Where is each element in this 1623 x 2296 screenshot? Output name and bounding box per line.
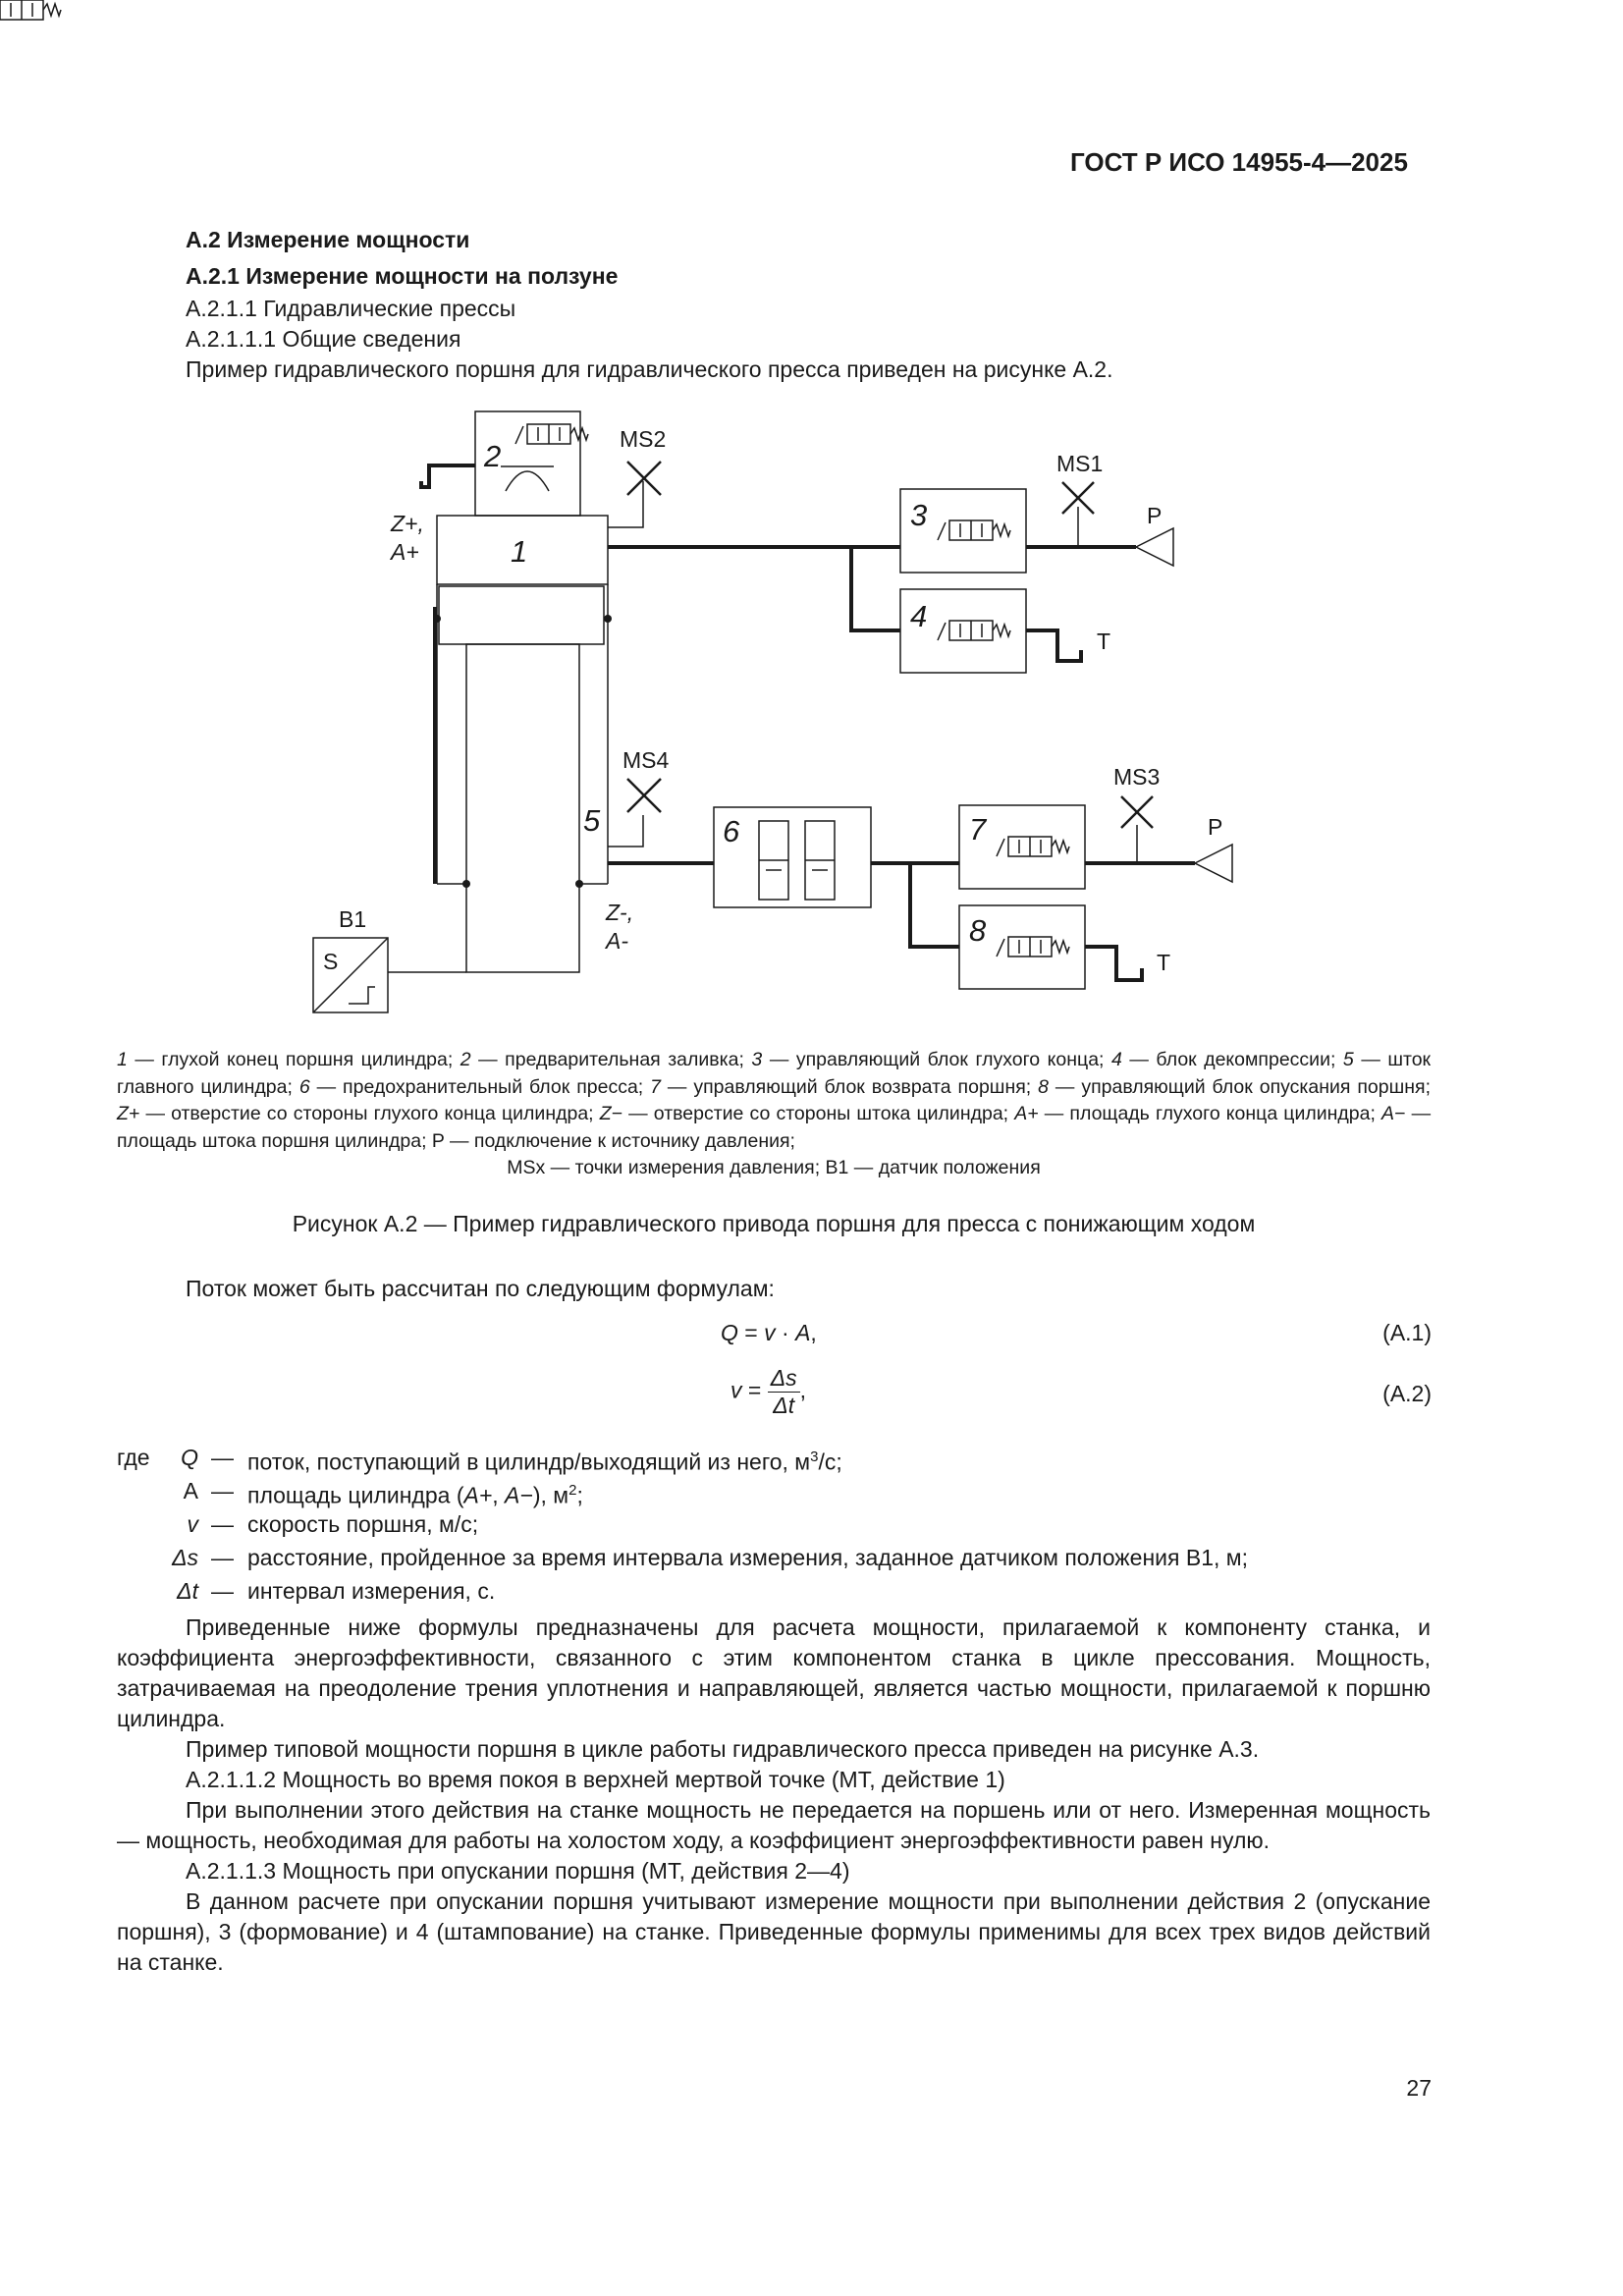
label-aplus: A+: [391, 539, 419, 565]
label-ms1: MS1: [1056, 451, 1104, 476]
page-number: 27: [1406, 2075, 1432, 2101]
equation-number-a2: (А.2): [1382, 1381, 1432, 1406]
legend-item: — предварительная заливка;: [478, 1049, 744, 1070]
legend-item: — глухой конец поршня цилиндра;: [135, 1049, 454, 1070]
legend-symbol: Z−: [599, 1103, 623, 1124]
where-symbol-dt: Δt: [177, 1578, 198, 1604]
eq1-equals: =: [737, 1320, 765, 1345]
label-p-bottom: P: [1208, 814, 1223, 840]
eq2-fraction: [768, 1365, 800, 1419]
label-b1: B1: [339, 906, 367, 932]
eq1-v: v: [764, 1320, 776, 1345]
legend-item: — управляющий блок глухого конца;: [769, 1049, 1105, 1070]
eq2-numerator: Δs: [768, 1365, 800, 1393]
legend-item: — отверстие со стороны глухого конца цилиндра;: [145, 1103, 594, 1124]
label-ms2: MS2: [620, 426, 667, 452]
label-7: 7: [969, 812, 987, 847]
legend-symbol: 5: [1342, 1049, 1354, 1070]
where-symbol-q: Q: [181, 1445, 198, 1470]
where-symbol-ds: Δs: [172, 1545, 198, 1570]
intro-paragraph: Пример гидравлического поршня для гидравлического пресса приведен на рисунке А.2.: [186, 356, 1113, 382]
legend-item: — отверстие со стороны штока цилиндра;: [628, 1103, 1009, 1124]
section-heading-a2: А.2 Измерение мощности: [186, 227, 470, 252]
figure-caption: Рисунок А.2 — Пример гидравлического привода поршня для пресса с понижающим ходом: [292, 1211, 1256, 1236]
label-t-bottom: T: [1157, 950, 1171, 975]
label-4: 4: [910, 599, 928, 633]
paragraph-lowering: В данном расчете при опускании поршня учитывают измерение мощности при выполнении действия 2 (опускание поршня), 3 (формование) и 4 (штампование) на станке. Приведенные формулы применимы для всех трех видов действий на станке.: [117, 1888, 1431, 1975]
where-def-q: поток, поступающий в цилиндр/выходящий из него, $м^3/с$;: [247, 1449, 842, 1475]
where-symbol-v: v: [187, 1511, 198, 1537]
legend-item: — шток главного цилиндра;: [117, 1049, 1432, 1098]
where-def-dt: интервал измерения, с.: [247, 1578, 496, 1604]
pressure-source-top: [1136, 528, 1173, 566]
legend-symbol: A−: [1381, 1103, 1406, 1124]
legend-item: — управляющий блок опускания поршня;: [1055, 1075, 1431, 1098]
legend-symbol: 2: [460, 1049, 471, 1070]
legend-symbol: 7: [650, 1075, 661, 1098]
label-ms4: MS4: [622, 747, 670, 773]
section-heading-a21112: А.2.1.1.2 Мощность во время покоя в верхней мертвой точке (МТ, действие 1): [186, 1767, 1005, 1792]
label-2: 2: [484, 439, 502, 473]
label-zminus: Z-,: [606, 900, 634, 925]
equation-number-a1: (А.1): [1382, 1320, 1432, 1345]
where-symbol-a: A: [183, 1478, 198, 1503]
label-aminus: A-: [606, 928, 628, 954]
where-dash: —: [211, 1445, 234, 1470]
where-block: [0, 1441, 1623, 1617]
paragraph-figure-a3: Пример типовой мощности поршня в цикле работы гидравлического пресса приведен на рисунке А.3.: [186, 1736, 1260, 1762]
eq1-comma: ,: [810, 1320, 817, 1345]
where-word: где: [117, 1445, 150, 1470]
equation-a2: [730, 1365, 806, 1419]
legend-symbol: 8: [1038, 1075, 1049, 1098]
where-def-ds: расстояние, пройденное за время интервала измерения, заданное датчиком положения B1, м;: [247, 1545, 1248, 1570]
label-t-top: T: [1097, 629, 1111, 654]
eq2-comma: ,: [799, 1377, 807, 1403]
where-dash: —: [211, 1545, 234, 1570]
label-zplus: Z+,: [391, 511, 424, 536]
eq2-v: v: [730, 1377, 742, 1403]
legend-symbol: 6: [298, 1075, 310, 1098]
label-3: 3: [910, 498, 928, 532]
where-dash: —: [211, 1478, 234, 1503]
legend-item-last: MSx — точки измерения давления; B1 — датчик положения: [507, 1157, 1041, 1178]
equation-a1: [721, 1320, 817, 1346]
legend-item: — площадь штока поршня цилиндра; P — подключение к источнику давления;: [117, 1103, 1432, 1152]
legend-symbol: 1: [117, 1049, 128, 1070]
eq2-denominator: Δt: [773, 1393, 795, 1418]
standard-header: ГОСТ Р ИСО 14955-4—2025: [1070, 147, 1408, 177]
legend-symbol: A+: [1014, 1103, 1039, 1124]
label-1: 1: [511, 534, 528, 569]
legend-symbol: Z+: [117, 1103, 140, 1124]
label-6: 6: [723, 814, 740, 848]
section-heading-a21113: А.2.1.1.3 Мощность при опускании поршня (МТ, действия 2—4): [186, 1858, 850, 1884]
where-def-v: скорость поршня, м/с;: [247, 1511, 479, 1537]
section-heading-a21: А.2.1 Измерение мощности на ползуне: [186, 263, 619, 289]
cylinder-rod: [466, 644, 579, 972]
legend-symbol: 3: [751, 1049, 763, 1070]
piston: [439, 586, 604, 644]
label-5: 5: [583, 803, 601, 838]
label-8: 8: [969, 913, 987, 948]
eq2-equals: =: [741, 1377, 768, 1403]
flow-intro: Поток может быть рассчитан по следующим формулам:: [186, 1276, 775, 1301]
eq1-a: A: [795, 1320, 811, 1345]
legend-item: — блок декомпрессии;: [1129, 1049, 1336, 1070]
figure-legend: [117, 1047, 1431, 1182]
legend-symbol: 4: [1111, 1049, 1122, 1070]
where-dash: —: [211, 1578, 234, 1604]
label-s: S: [323, 949, 339, 974]
where-dash: —: [211, 1511, 234, 1537]
section-heading-a21111: А.2.1.1.1 Общие сведения: [186, 326, 461, 352]
legend-item: — площадь глухого конца цилиндра;: [1044, 1103, 1376, 1124]
legend-item: — управляющий блок возврата поршня;: [667, 1075, 1032, 1098]
pressure-source-bottom: [1195, 845, 1232, 882]
paragraph-formulas: Приведенные ниже формулы предназначены для расчета мощности, прилагаемой к компоненту станка, и коэффициента энергоэффективности, связанного с этим компонентом станка в цикле прессования. Мощность, затрачиваемая на преодоление трения уплотнения и направляющей, является частью мощности, прилагаемой к поршню цилиндра.: [117, 1614, 1431, 1731]
legend-item: — предохранительный блок пресса;: [316, 1075, 644, 1098]
label-ms3: MS3: [1113, 764, 1161, 790]
eq1-q: Q: [721, 1320, 738, 1345]
section-heading-a2111: А.2.1.1 Гидравлические прессы: [186, 296, 516, 321]
hydraulic-diagram: [0, 0, 1623, 1041]
paragraph-idle: При выполнении этого действия на станке мощность не передается на поршень или от него. Измеренная мощность — мощность, необходимая для работы на холостом ходу, а коэффициент энергоэффективности равен нулю.: [117, 1797, 1431, 1853]
where-def-a: площадь цилиндра (A+, A−), $м^2$;: [247, 1482, 583, 1508]
label-p-top: P: [1147, 503, 1163, 528]
check-valve-icon: [506, 471, 549, 491]
valve-symbol: [0, 0, 61, 20]
eq1-dot: ·: [775, 1320, 796, 1345]
